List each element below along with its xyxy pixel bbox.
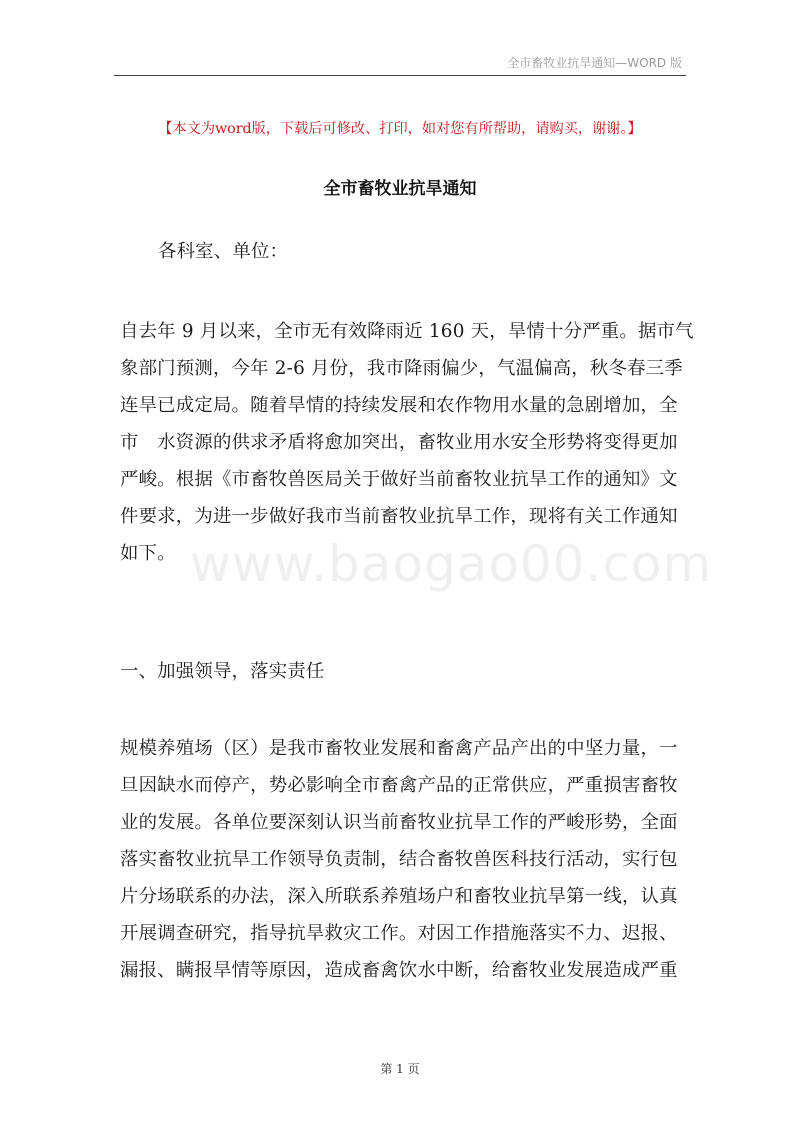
page-number: 第 1 页 xyxy=(380,1062,420,1076)
header-divider xyxy=(114,75,686,76)
paragraph-line: 业的发展。各单位要深刻认识当前畜牧业抗旱工作的严峻形势，全面 xyxy=(120,812,678,833)
purchase-notice: 【本文为word版，下载后可修改、打印，如对您有所帮助，请购买，谢谢。】 xyxy=(158,121,642,137)
addressee: 各科室、单位： xyxy=(158,241,289,262)
paragraph-1 xyxy=(120,313,694,572)
paragraph-line: 规模养殖场（区）是我市畜牧业发展和畜禽产品产出的中坚力量，一 xyxy=(120,738,678,759)
section-heading-1: 一、加强领导，落实责任 xyxy=(120,661,325,682)
paragraph-line: 落实畜牧业抗旱工作领导负责制，结合畜牧兽医科技行活动，实行包 xyxy=(120,849,678,870)
document-title: 全市畜牧业抗旱通知 xyxy=(323,179,477,199)
paragraph-line: 片分场联系的办法，深入所联系养殖场户和畜牧业抗旱第一线，认真 xyxy=(120,886,678,907)
watermark: www.baogao00.com xyxy=(190,535,713,593)
paragraph-line: 旦因缺水而停产，势必影响全市畜禽产品的正常供应，严重损害畜牧 xyxy=(120,775,678,796)
paragraph-line: 自去年 9 月以来，全市无有效降雨近 160 天，旱情十分严重。据市气 xyxy=(120,321,694,342)
paragraph-line: 漏报、瞒报旱情等原因，造成畜禽饮水中断，给畜牧业发展造成严重 xyxy=(120,960,678,981)
paragraph-line: 开展调查研究，指导抗旱救灾工作。对因工作措施落实不力、迟报、 xyxy=(120,923,678,944)
paragraph-line: 严峻。根据《市畜牧兽医局关于做好当前畜牧业抗旱工作的通知》文 xyxy=(120,469,678,490)
paragraph-line: 象部门预测，今年 2-6 月份，我市降雨偏少，气温偏高，秋冬春三季 xyxy=(120,358,683,379)
paragraph-line: 如下。 xyxy=(120,543,176,564)
paragraph-line: 市 水资源的供求矛盾将愈加突出，畜牧业用水安全形势将变得更加 xyxy=(120,432,678,453)
running-header: 全市畜牧业抗旱通知—WORD 版 xyxy=(507,56,682,70)
paragraph-2 xyxy=(120,730,688,989)
paragraph-line: 连旱已成定局。随着旱情的持续发展和农作物用水量的急剧增加，全 xyxy=(120,395,678,416)
paragraph-line: 件要求，为进一步做好我市当前畜牧业抗旱工作，现将有关工作通知 xyxy=(120,506,678,527)
